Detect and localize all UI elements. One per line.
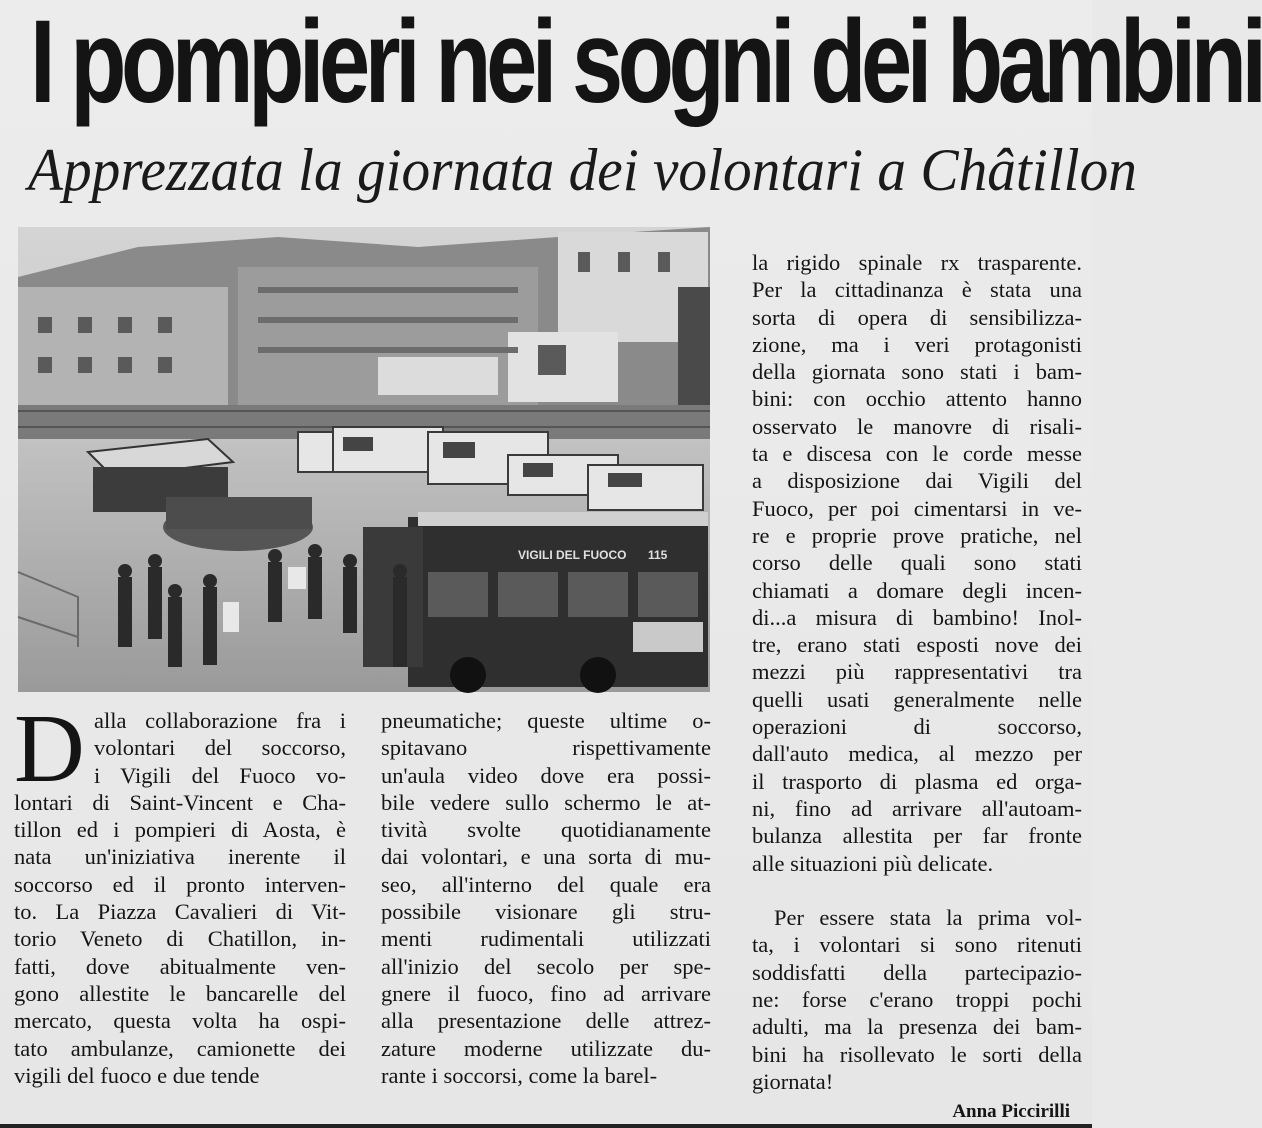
text-line: tre, erano stati esposti nove dei bbox=[752, 632, 1082, 658]
text-line: giornata! bbox=[752, 1068, 834, 1094]
text-line: re e proprie prove pratiche, nel bbox=[752, 522, 1082, 548]
bottom-rule bbox=[0, 1124, 1092, 1128]
text-line: dall'auto medica, al mezzo per bbox=[752, 741, 1082, 767]
text-line: seo, all'interno del quale era bbox=[381, 871, 711, 897]
text-line: mezzi più rappresentativi tra bbox=[752, 659, 1082, 685]
text-line: to. La Piazza Cavalieri di Vit- bbox=[14, 899, 346, 925]
text-line: chiamati a domare degli incen- bbox=[752, 577, 1082, 603]
text-line: operazioni di soccorso, bbox=[752, 714, 1082, 740]
article-column-2 bbox=[381, 707, 711, 1089]
text-line: zature moderne utilizzate du- bbox=[381, 1035, 711, 1061]
text-line: di...a misura di bambino! Inol- bbox=[752, 604, 1082, 630]
article-column-3 bbox=[752, 249, 1082, 1095]
text-line: lontari di Saint-Vincent e Cha- bbox=[14, 789, 346, 815]
text-line: ta, i volontari si sono ritenuti bbox=[752, 932, 1082, 958]
text-line: fatti, dove abitualmente ven- bbox=[14, 953, 346, 979]
text-line: corso delle quali sono stati bbox=[752, 550, 1082, 576]
text-line: soccorso ed il pronto interven- bbox=[14, 871, 346, 897]
headline: I pompieri nei sogni dei bambini bbox=[30, 0, 1262, 128]
text-line bbox=[752, 877, 1082, 904]
text-line: mercato, questa volta ha ospi- bbox=[14, 1008, 346, 1034]
text-line: ne: forse c'erano troppi pochi bbox=[752, 987, 1082, 1013]
text-line: osservato le manovre di risali- bbox=[752, 413, 1082, 439]
text-line: sorta di opera di sensibilizza- bbox=[752, 304, 1082, 330]
subheadline: Apprezzata la giornata dei volontari a Châtillon bbox=[28, 137, 1137, 203]
text-line: alle situazioni più delicate. bbox=[752, 850, 994, 876]
text-line: nata un'iniziativa inerente il bbox=[14, 844, 346, 870]
truck-number: 115 bbox=[648, 548, 668, 562]
text-line: menti rudimentali utilizzati bbox=[381, 926, 711, 952]
text-line: la rigido spinale rx trasparente. bbox=[752, 250, 1082, 275]
text-line: volontari del soccorso, bbox=[94, 735, 346, 761]
text-line: vigili del fuoco e due tende bbox=[14, 1062, 260, 1088]
text-line: rante i soccorsi, come la barel- bbox=[381, 1062, 658, 1088]
text-line: Fuoco, per poi cimentarsi in ve- bbox=[752, 495, 1082, 521]
text-line: ta e discesa con le corde messe bbox=[752, 441, 1082, 467]
text-line: bini ha risollevato le sorti della bbox=[752, 1041, 1082, 1067]
text-line: tillon ed i pompieri di Aosta, è bbox=[14, 817, 346, 843]
text-line: pneumatiche; queste ultime o- bbox=[381, 708, 711, 733]
text-line: alla collaborazione fra i bbox=[94, 708, 346, 733]
text-line: zione, ma i veri protagonisti bbox=[752, 331, 1082, 357]
drop-cap: D bbox=[14, 695, 85, 803]
text-line: il trasporto di plasma ed orga- bbox=[752, 768, 1082, 794]
text-line: Per essere stata la prima vol- bbox=[774, 905, 1082, 931]
text-line: ni, fino ad arrivare all'autoam- bbox=[752, 795, 1082, 821]
text-line: gono allestite le bancarelle del bbox=[14, 980, 346, 1006]
text-line: torio Veneto di Chatillon, in- bbox=[14, 926, 346, 952]
article-column-1 bbox=[14, 695, 346, 1089]
text-line: gnere il fuoco, fino ad arrivare bbox=[381, 980, 711, 1006]
truck-lettering: VIGILI DEL FUOCO bbox=[518, 548, 627, 562]
text-line: a disposizione dai Vigili del bbox=[752, 468, 1082, 494]
text-line: bulanza allestita per far fronte bbox=[752, 823, 1082, 849]
photo-fire-trucks-piazza bbox=[18, 227, 710, 692]
text-line: possibile visionare gli stru- bbox=[381, 899, 711, 925]
text-line: della giornata sono stati i bam- bbox=[752, 359, 1082, 385]
text-line: soddisfatti della partecipazio- bbox=[752, 959, 1082, 985]
text-line: un'aula video dove era possi- bbox=[381, 762, 711, 788]
text-line: adulti, ma la presenza dei bam- bbox=[752, 1014, 1082, 1040]
text-line: dai volontari, e una sorta di mu- bbox=[381, 844, 711, 870]
article-photo bbox=[18, 227, 710, 692]
author-byline: Anna Piccirilli bbox=[952, 1101, 1070, 1122]
text-line: bini: con occhio attento hanno bbox=[752, 386, 1082, 412]
text-line: bile vedere sullo schermo le at- bbox=[381, 789, 711, 815]
text-line: alla presentazione delle attrez- bbox=[381, 1008, 711, 1034]
text-line: tato ambulanze, camionette dei bbox=[14, 1035, 346, 1061]
text-line: quelli usati generalmente nelle bbox=[752, 686, 1082, 712]
text-line: spitavano rispettivamente bbox=[381, 735, 711, 761]
text-line: Per la cittadinanza è stata una bbox=[752, 277, 1082, 303]
text-line: all'inizio del secolo per spe- bbox=[381, 953, 711, 979]
text-line: tività svolte quotidianamente bbox=[381, 817, 711, 843]
text-line: i Vigili del Fuoco vo- bbox=[94, 762, 346, 788]
